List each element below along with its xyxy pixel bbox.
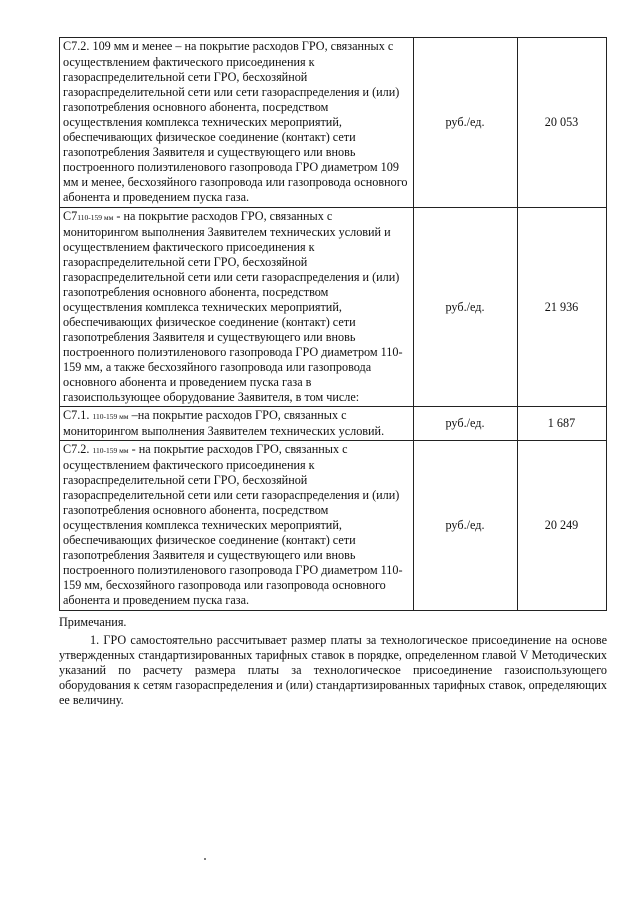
notes-section (59, 611, 607, 708)
rate-code: С7.1. (63, 408, 93, 422)
row-value: 1 687 (518, 407, 607, 441)
row-description (60, 38, 414, 208)
rate-text: - на покрытие расходов ГРО, связанных с осуществлением фактического присоединения к газораспределительной сети ГРО, бесхозяйной газораспределительной сети или сети газораспределения и (или) газопотребления основного абонента, посредством осуществления комплекса технических мероприятий, обеспечивающих физическое соединение (контакт) сети газопотребления Заявителя и существующего или вновь построенного полиэтиленового газопровода ГРО диаметром 110-159 мм, бесхозяйного газопровода или газопровода основного абонента и проведением пуска газа. (63, 442, 403, 607)
page-speck (204, 858, 206, 860)
row-unit: руб./ед. (414, 38, 518, 208)
row-unit: руб./ед. (414, 208, 518, 407)
row-description (60, 208, 414, 407)
row-value: 20 249 (518, 441, 607, 611)
note-item: 1. ГРО самостоятельно рассчитывает размер платы за технологическое присоединение на основе утвержденных стандартизированных тарифных ставок в порядке, определенном главой V Методических указаний по расчету размера платы за технологическое присоединение газоиспользующего оборудования к сетям газораспределения и (или) стандартизированных тарифных ставок, определяющих ее величину. (59, 633, 607, 707)
rate-text: –на покрытие расходов ГРО, связанных с мониторингом выполнения Заявителем технических условий. (63, 408, 385, 438)
table-row (60, 38, 607, 208)
table-row (60, 407, 607, 441)
rate-code-subscript: 110-159 мм (92, 446, 129, 455)
rate-text: 109 мм и менее – на покрытие расходов ГРО, связанных с осуществлением фактического присоединения к газораспределительной сети ГРО, бесхозяйной газораспределительной сети или сети газораспределения и (или) газопотребления основного абонента, посредством осуществления комплекса технических мероприятий, обеспечивающих физическое соединение (контакт) сети газопотребления Заявителя и существующего или вновь построенного полиэтиленового газопровода ГРО диаметром 109 мм и менее, бесхозяйного газопровода или газопровода основного абонента и проведением пуска газа. (63, 39, 408, 204)
table-row (60, 208, 607, 407)
row-value: 21 936 (518, 208, 607, 407)
row-unit: руб./ед. (414, 441, 518, 611)
row-description (60, 441, 414, 611)
rate-code-subscript: 110-159 мм (77, 213, 114, 222)
notes-header: Примечания. (59, 615, 127, 629)
rate-code: С7.2. (63, 442, 93, 456)
rate-code: С7.2. (63, 39, 90, 53)
row-value: 20 053 (518, 38, 607, 208)
rate-code-subscript: 110-159 мм (92, 412, 129, 421)
tariff-table (59, 37, 607, 611)
row-unit: руб./ед. (414, 407, 518, 441)
rate-code: С7 (63, 209, 78, 223)
rate-text: - на покрытие расходов ГРО, связанных с мониторингом выполнения Заявителем технических условий и осуществлением фактического присоединения к газораспределительной сети ГРО, бесхозяйной газораспределительной сети или сети газораспределения и (или) газопотребления основного абонента, посредством осуществления комплекса технических мероприятий, обеспечивающих физическое соединение (контакт) сети газопотребления Заявителя и существующего или вновь построенного полиэтиленового газопровода ГРО диаметром 110-159 мм, а также бесхозяйного газопровода или газопровода основного абонента и проведением пуска газа в газоиспользующее оборудование Заявителя, в том числе: (63, 209, 403, 404)
table-row (60, 441, 607, 611)
row-description (60, 407, 414, 441)
